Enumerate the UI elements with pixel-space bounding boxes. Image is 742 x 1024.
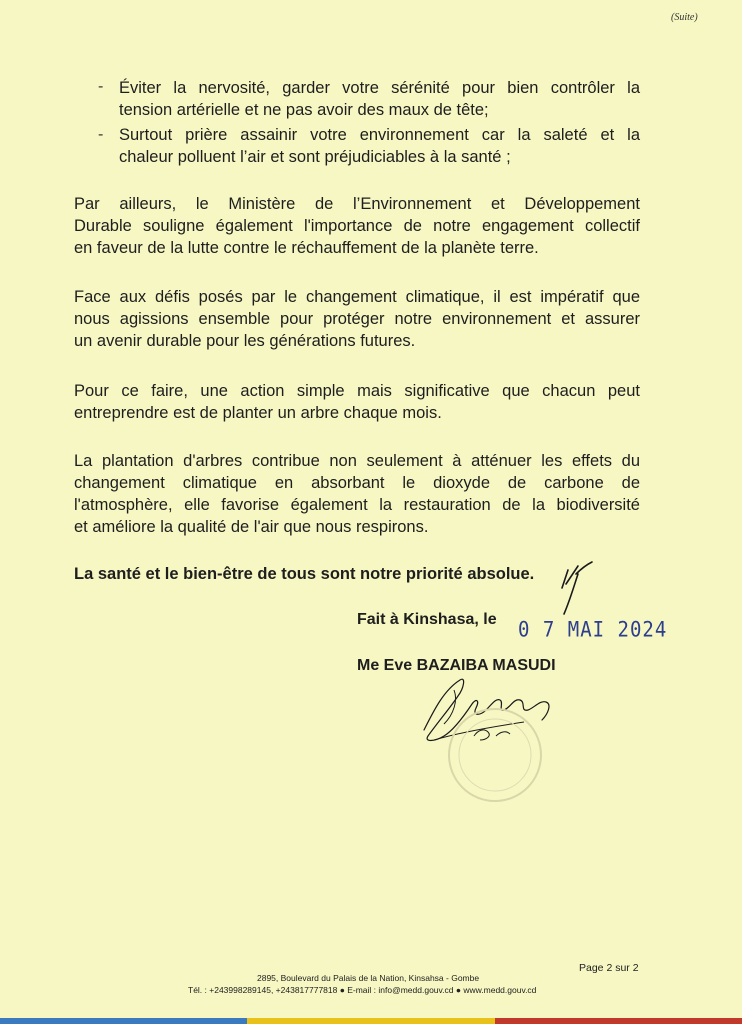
para-2-line-2: nous agissions ensemble pour protéger notre environnement et assurer <box>74 310 640 328</box>
para-3-line-1: Pour ce faire, une action simple mais significative que chacun peut <box>74 382 640 400</box>
footer-address: 2895, Boulevard du Palais de la Nation, Kinsahsa - Gombe <box>257 973 480 983</box>
faint-seal-icon <box>440 700 550 810</box>
bottom-color-strip <box>0 1018 742 1024</box>
closing-statement: La santé et le bien-être de tous sont notre priorité absolue. <box>74 565 535 583</box>
bullet-item-2 <box>119 124 640 168</box>
strip-yellow <box>247 1018 494 1024</box>
initials-paraph-icon <box>548 560 598 618</box>
para-4-line-2: changement climatique en absorbant le dioxyde de carbone de <box>74 474 640 492</box>
paragraph-ministry <box>74 193 640 259</box>
para-4-line-3: l'atmosphère, elle favorise également la restauration de la biodiversité <box>74 496 640 514</box>
bullet-dash-2: - <box>98 126 104 143</box>
bullet-1-line-1: Éviter la nervosité, garder votre sérénité pour bien contrôler la <box>119 79 640 97</box>
bullet-dash-1: - <box>98 78 104 95</box>
para-4-line-1: La plantation d'arbres contribue non seulement à atténuer les effets du <box>74 452 640 470</box>
para-1-line-1: Par ailleurs, le Ministère de l’Environnement et Développement <box>74 195 640 213</box>
continuation-marker: (Suite) <box>671 12 698 23</box>
signatory-name: Me Eve BAZAIBA MASUDI <box>357 657 556 674</box>
bullet-2-line-2: chaleur polluent l’air et sont préjudiciables à la santé ; <box>119 148 511 166</box>
page-number: Page 2 sur 2 <box>579 962 639 974</box>
footer-contact: Tél. : +243998289145, +243817777818 ● E-mail : info@medd.gouv.cd ● www.medd.gouv.cd <box>188 985 537 995</box>
para-1-line-2: Durable souligne également l'importance de notre engagement collectif <box>74 217 640 235</box>
strip-red <box>495 1018 742 1024</box>
para-1-line-3: en faveur de la lutte contre le réchauffement de la planète terre. <box>74 239 539 257</box>
para-2-line-1: Face aux défis posés par le changement climatique, il est impératif que <box>74 288 640 306</box>
bullet-2-line-1: Surtout prière assainir votre environnement car la saleté et la <box>119 126 640 144</box>
place-date-label: Fait à Kinshasa, le <box>357 611 497 628</box>
stamped-date: 0 7 MAI 2024 <box>518 617 668 643</box>
strip-blue <box>0 1018 247 1024</box>
paragraph-trees <box>74 450 640 538</box>
bullet-item-1 <box>119 77 640 121</box>
para-4-line-4: et améliore la qualité de l'air que nous respirons. <box>74 518 429 536</box>
paragraph-climate <box>74 286 640 352</box>
bullet-1-line-2: tension artérielle et ne pas avoir des maux de tête; <box>119 101 489 119</box>
paragraph-action <box>74 380 640 424</box>
para-3-line-2: entreprendre est de planter un arbre chaque mois. <box>74 404 442 422</box>
para-2-line-3: un avenir durable pour les générations futures. <box>74 332 416 350</box>
